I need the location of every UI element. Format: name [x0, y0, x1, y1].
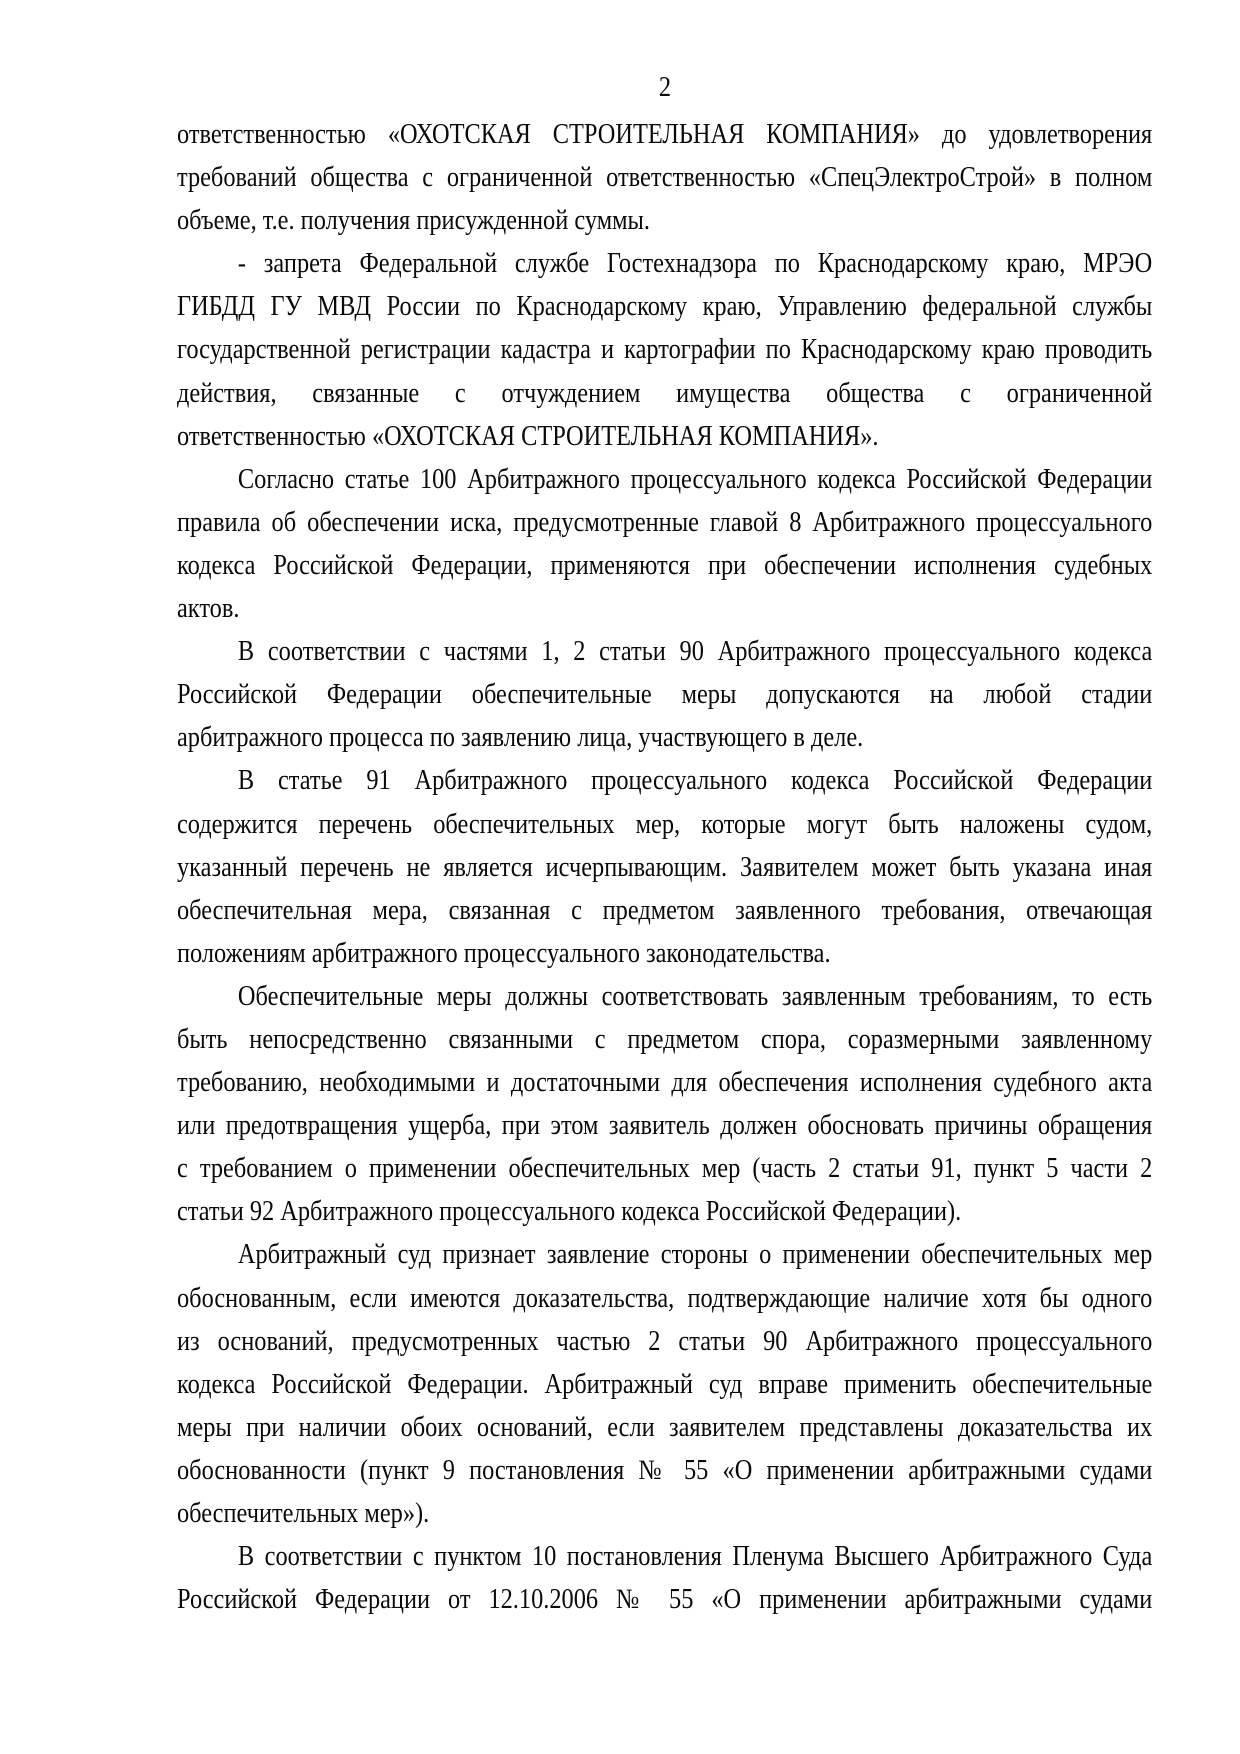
text-line: требованию, необходимыми и достаточными для обеспечения исполнения судебного акта	[177, 1067, 1153, 1099]
text-line: арбитражного процесса по заявлению лица, участвующего в деле.	[177, 722, 864, 754]
text-line: Арбитражный суд признает заявление стороны о применении обеспечительных мер	[237, 1239, 1153, 1271]
text-line: обеспечительная мера, связанная с предметом заявленного требования, отвечающая	[177, 894, 1153, 926]
paragraph	[177, 1233, 1152, 1535]
text-line: ГИБДД ГУ МВД России по Краснодарскому краю, Управлению федеральной службы	[177, 291, 1153, 323]
text-line: обеспечительных мер»).	[177, 1498, 430, 1529]
text-line: быть непосредственно связанными с предметом спора, соразмерными заявленному	[177, 1023, 1153, 1055]
text-line: ответственностью «ОХОТСКАЯ СТРОИТЕЛЬНАЯ КОМПАНИЯ» до удовлетворения	[177, 119, 1153, 150]
text-line: обоснованным, если имеются доказательства, подтверждающие наличие хотя бы одного	[177, 1282, 1153, 1314]
text-line: содержится перечень обеспечительных мер, которые могут быть наложены судом,	[177, 808, 1153, 840]
paragraph	[177, 759, 1152, 974]
text-line: кодекса Российской Федерации. Арбитражный суд вправе применить обеспечительные	[177, 1368, 1153, 1400]
paragraph	[177, 242, 1152, 457]
paragraph	[177, 458, 1152, 630]
text-line: действия, связанные с отчуждением имущества общества с ограниченной	[177, 377, 1153, 409]
text-line: ответственностью «ОХОТСКАЯ СТРОИТЕЛЬНАЯ КОМПАНИЯ».	[177, 420, 879, 452]
paragraph	[177, 1535, 1152, 1621]
paragraph	[177, 975, 1152, 1234]
text-line: правила об обеспечении иска, предусмотренные главой 8 Арбитражного процессуального	[177, 506, 1153, 538]
paragraph	[177, 113, 1152, 242]
text-line: Обеспечительные меры должны соответствовать заявленным требованиям, то есть	[237, 980, 1153, 1012]
text-line: статьи 92 Арбитражного процессуального кодекса Российской Федерации).	[177, 1196, 962, 1228]
text-line: указанный перечень не является исчерпывающим. Заявителем может быть указана иная	[177, 851, 1153, 883]
text-line: из оснований, предусмотренных частью 2 статьи 90 Арбитражного процессуального	[177, 1325, 1153, 1357]
text-line: актов.	[177, 593, 240, 625]
text-line: В статье 91 Арбитражного процессуального кодекса Российской Федерации	[237, 765, 1153, 797]
text-line: В соответствии с пунктом 10 постановления Пленума Высшего Арбитражного Суда	[237, 1541, 1153, 1573]
text-line: Российской Федерации обеспечительные меры допускаются на любой стадии	[177, 679, 1153, 711]
text-line: требований общества с ограниченной ответственностью «СпецЭлектроСтрой» в полном	[177, 162, 1153, 194]
text-line: Согласно статье 100 Арбитражного процессуального кодекса Российской Федерации	[237, 463, 1153, 495]
text-line: государственной регистрации кадастра и картографии по Краснодарскому краю проводить	[177, 334, 1153, 366]
text-line: с требованием о применении обеспечительных мер (часть 2 статьи 91, пункт 5 части 2	[177, 1153, 1153, 1185]
paragraph	[177, 630, 1152, 759]
text-line: или предотвращения ущерба, при этом заявитель должен обосновать причины обращения	[177, 1110, 1153, 1142]
text-line: кодекса Российской Федерации, применяются при обеспечении исполнения судебных	[177, 549, 1153, 581]
document-body	[177, 113, 1152, 1621]
text-line: В соответствии с частями 1, 2 статьи 90 Арбитражного процессуального кодекса	[237, 636, 1153, 668]
text-line: - запрета Федеральной службе Гостехнадзора по Краснодарскому краю, МРЭО	[237, 248, 1153, 280]
text-line: Российской Федерации от 12.10.2006 № 55 «О применении арбитражными судами	[177, 1584, 1153, 1616]
text-line: объеме, т.е. получения присужденной суммы.	[177, 205, 651, 237]
text-line: положениям арбитражного процессуального законодательства.	[177, 937, 831, 969]
page-number: 2	[658, 72, 672, 103]
text-line: меры при наличии обоих оснований, если заявителем представлены доказательства их	[177, 1411, 1153, 1443]
text-line: обоснованности (пункт 9 постановления № 55 «О применении арбитражными судами	[177, 1454, 1153, 1486]
